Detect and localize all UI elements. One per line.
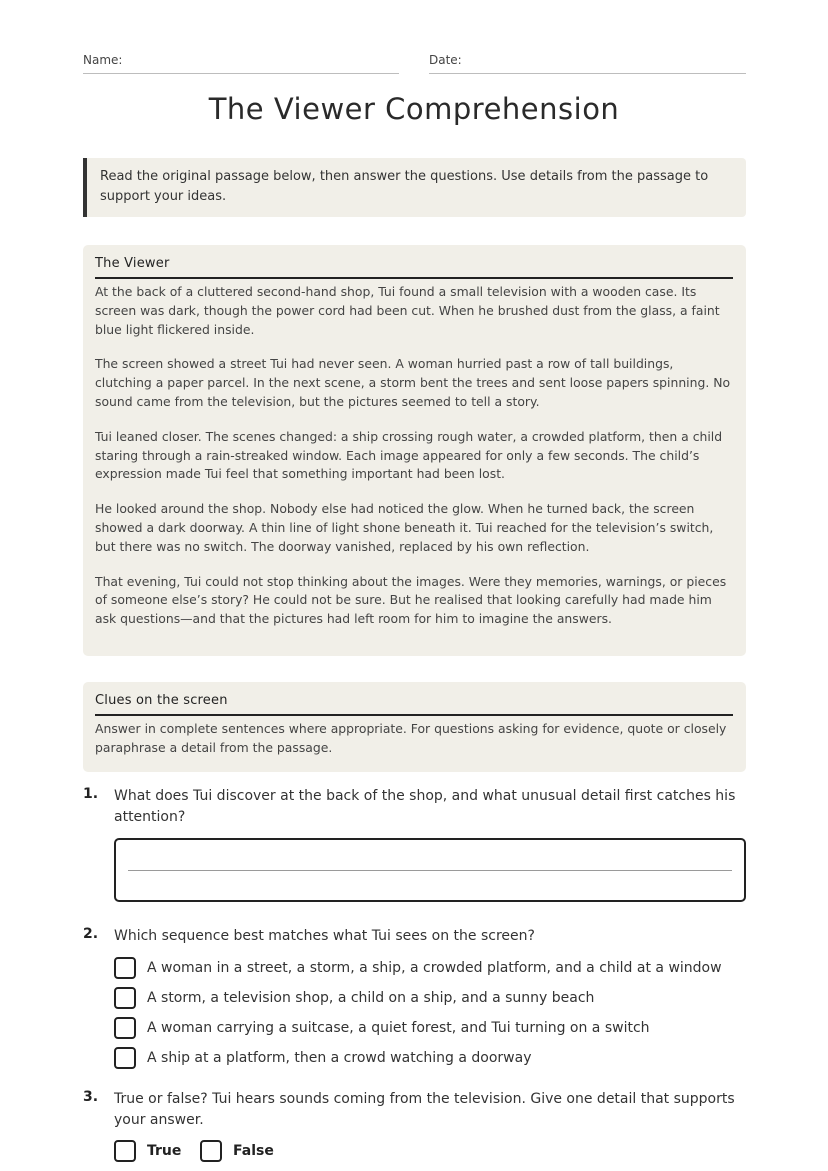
clues-heading: Clues on the screen xyxy=(95,693,733,716)
checkbox[interactable] xyxy=(114,987,136,1009)
option-4[interactable] xyxy=(114,1046,532,1070)
option-label: A woman in a street, a storm, a ship, a crowded platform, and a child at a window xyxy=(147,960,722,976)
question-text: What does Tui discover at the back of the shop, and what unusual detail first catches his attention? xyxy=(114,788,736,825)
checkbox[interactable] xyxy=(114,1047,136,1069)
passage-paragraph: The screen showed a street Tui had never seen. A woman hurried past a row of tall buildings, clutching a paper parcel. In the next scene, a storm bent the trees and sent loose papers spinning. No sound came from the television, but the pictures seemed to tell a story. xyxy=(95,356,731,409)
question-1 xyxy=(83,786,746,828)
clues-instructions: Answer in complete sentences where appropriate. For questions asking for evidence, quote or closely paraphrase a detail from the passage. xyxy=(95,721,727,755)
passage-box xyxy=(83,245,746,656)
passage-paragraph: Tui leaned closer. The scenes changed: a ship crossing rough water, a crowded platform, then a child staring through a rain-streaked window. Each image appeared for only a few seconds. The child’s expression made Tui feel that something important had been lost. xyxy=(95,428,723,482)
passage-paragraph: That evening, Tui could not stop thinking about the images. Were they memories, warnings, or pieces of someone else’s story? He could not be sure. But he realised that looking carefully had made him ask questions—and that the pictures had left room for him to imagine the answers. xyxy=(95,573,727,627)
option-label: A storm, a television shop, a child on a ship, and a sunny beach xyxy=(147,990,595,1006)
page-title: The Viewer Comprehension xyxy=(208,92,620,126)
question-text: True or false? Tui hears sounds coming from the television. Give one detail that supports your answer. xyxy=(114,1091,735,1128)
instructions-callout: Read the original passage below, then answer the questions. Use details from the passage to support your ideas. xyxy=(83,158,746,217)
question-2 xyxy=(83,926,746,947)
option-true[interactable] xyxy=(114,1139,181,1163)
checkbox[interactable] xyxy=(114,957,136,979)
name-label: Name: xyxy=(83,53,123,67)
option-label: A woman carrying a suitcase, a quiet forest, and Tui turning on a switch xyxy=(147,1020,650,1036)
clues-box xyxy=(83,682,746,772)
answer-line xyxy=(128,870,732,871)
question-number: 2. xyxy=(83,926,99,942)
date-field[interactable] xyxy=(429,50,746,74)
passage-paragraph: At the back of a cluttered second-hand shop, Tui found a small television with a wooden case. Its screen was dark, though the power cord had been cut. When he brushed dust from the glass, a faint blue light flickered inside. xyxy=(95,284,720,337)
name-date-row xyxy=(83,50,746,74)
checkbox[interactable] xyxy=(114,1140,136,1162)
option-false[interactable] xyxy=(200,1139,274,1163)
question-text: Which sequence best matches what Tui sees on the screen? xyxy=(114,928,535,944)
option-1[interactable] xyxy=(114,956,722,980)
date-label: Date: xyxy=(429,53,462,67)
question-3 xyxy=(83,1089,746,1131)
answer-box[interactable] xyxy=(114,838,746,902)
checkbox[interactable] xyxy=(114,1017,136,1039)
option-label: False xyxy=(233,1143,274,1159)
option-3[interactable] xyxy=(114,1016,650,1040)
option-label: A ship at a platform, then a crowd watching a doorway xyxy=(147,1050,532,1066)
name-field[interactable] xyxy=(83,50,399,74)
passage-paragraph: He looked around the shop. Nobody else had noticed the glow. When he turned back, the screen showed a dark doorway. A thin line of light shone beneath it. Tui reached for the television’s switch, but there was no switch. The doorway vanished, replaced by his own reflection. xyxy=(95,501,714,554)
option-2[interactable] xyxy=(114,986,594,1010)
passage-heading: The Viewer xyxy=(95,256,733,279)
option-label: True xyxy=(147,1143,182,1159)
question-number: 3. xyxy=(83,1089,99,1105)
checkbox[interactable] xyxy=(200,1140,222,1162)
question-number: 1. xyxy=(83,786,99,802)
